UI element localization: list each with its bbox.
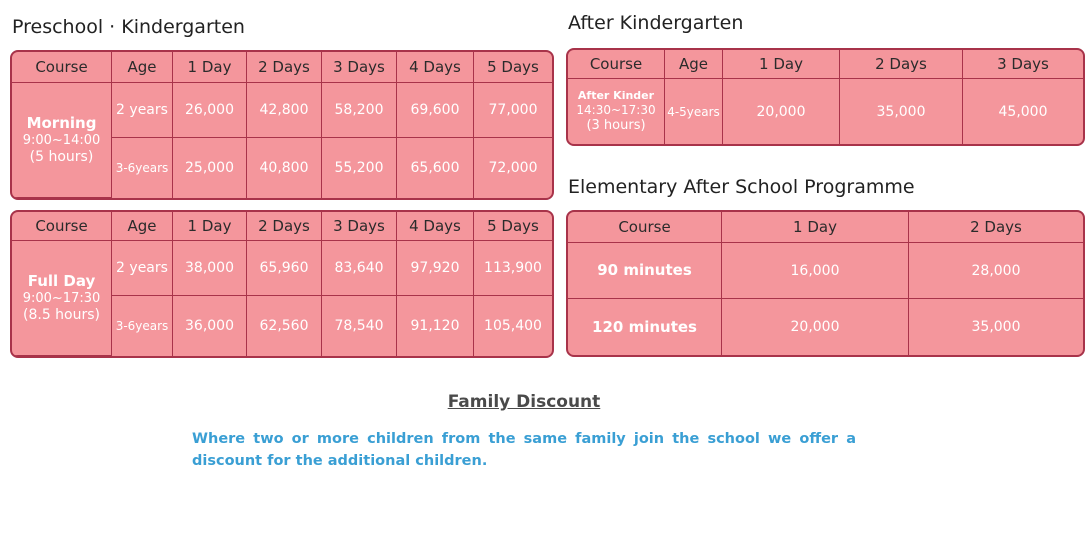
course-cell-fullday (12, 241, 112, 356)
price-cell: 42,800 (247, 83, 322, 138)
course-cell-120-minutes (568, 299, 722, 355)
header-course: Course (12, 52, 112, 83)
course-cell-after-kinder (568, 79, 665, 144)
elementary-title: Elementary After School Programme (568, 176, 915, 198)
age-cell: 4-5years (665, 79, 723, 144)
family-discount-text: Where two or more children from the same family join the school we offer a discount for the additional children. (192, 431, 856, 469)
header-course: Course (568, 50, 665, 79)
age-cell: 3-6years (112, 296, 173, 356)
after-kinder-table (566, 48, 1085, 146)
table-row (12, 83, 552, 138)
course-time: 9:00~14:00 (22, 132, 101, 148)
table-row (12, 241, 552, 296)
header-5-days: 5 Days (474, 212, 552, 241)
header-4-days: 4 Days (397, 52, 474, 83)
price-cell: 25,000 (173, 138, 247, 198)
price-cell: 26,000 (173, 83, 247, 138)
price-cell: 20,000 (722, 299, 909, 355)
course-name: 120 minutes (592, 317, 697, 336)
age-cell: 3-6years (112, 138, 173, 198)
price-cell: 58,200 (322, 83, 397, 138)
course-time: 9:00~17:30 (22, 290, 101, 306)
course-name: 90 minutes (597, 261, 692, 280)
price-cell: 97,920 (397, 241, 474, 296)
table-row (568, 299, 1083, 355)
price-cell: 83,640 (322, 241, 397, 296)
header-3-days: 3 Days (963, 50, 1083, 79)
course-name: After Kinder (577, 89, 655, 102)
price-cell: 78,540 (322, 296, 397, 356)
price-cell: 113,900 (474, 241, 552, 296)
course-hours: (5 hours) (29, 148, 94, 165)
price-cell: 69,600 (397, 83, 474, 138)
price-cell: 55,200 (322, 138, 397, 198)
header-age: Age (112, 212, 173, 241)
table-header-row (12, 212, 552, 241)
header-2-days: 2 Days (247, 52, 322, 83)
age-cell: 2 years (112, 83, 173, 138)
header-1-day: 1 Day (722, 212, 909, 243)
header-1-day: 1 Day (723, 50, 840, 79)
header-course: Course (12, 212, 112, 241)
header-age: Age (112, 52, 173, 83)
price-cell: 65,600 (397, 138, 474, 198)
course-name: Morning (26, 113, 97, 132)
price-cell: 36,000 (173, 296, 247, 356)
fullday-table (10, 210, 554, 358)
header-2-days: 2 Days (247, 212, 322, 241)
table-header-row (568, 50, 1083, 79)
preschool-title: Preschool · Kindergarten (12, 16, 245, 38)
price-cell: 77,000 (474, 83, 552, 138)
table-header-row (568, 212, 1083, 243)
header-3-days: 3 Days (322, 212, 397, 241)
price-cell: 20,000 (723, 79, 840, 144)
table-row (568, 243, 1083, 299)
course-hours: (3 hours) (586, 117, 646, 133)
price-cell: 91,120 (397, 296, 474, 356)
course-hours: (8.5 hours) (23, 306, 100, 323)
price-cell: 45,000 (998, 103, 1048, 120)
header-4-days: 4 Days (397, 212, 474, 241)
header-age: Age (665, 50, 723, 79)
price-cell: 40,800 (247, 138, 322, 198)
price-cell: 35,000 (840, 79, 963, 144)
price-cell: 16,000 (722, 243, 909, 299)
header-3-days: 3 Days (322, 52, 397, 83)
course-cell-90-minutes (568, 243, 722, 299)
price-cell: 35,000 (971, 319, 1021, 335)
course-cell-morning (12, 83, 112, 198)
header-5-days: 5 Days (474, 52, 552, 83)
price-cell: 38,000 (173, 241, 247, 296)
header-1-day: 1 Day (173, 52, 247, 83)
family-discount-title: Family Discount (447, 392, 601, 412)
table-header-row (12, 52, 552, 83)
price-cell: 28,000 (909, 243, 1083, 299)
header-course: Course (568, 212, 722, 243)
course-time: 14:30~17:30 (576, 102, 656, 117)
table-row (568, 79, 1083, 144)
morning-table (10, 50, 554, 200)
price-cell: 105,400 (484, 318, 542, 334)
elementary-table (566, 210, 1085, 357)
price-cell: 72,000 (488, 160, 538, 176)
price-cell: 62,560 (247, 296, 322, 356)
header-2-days: 2 Days (840, 50, 963, 79)
price-cell: 65,960 (247, 241, 322, 296)
header-1-day: 1 Day (173, 212, 247, 241)
header-2-days: 2 Days (909, 212, 1083, 243)
course-name: Full Day (27, 271, 96, 290)
age-cell: 2 years (112, 241, 173, 296)
after-kinder-title: After Kindergarten (568, 12, 744, 34)
